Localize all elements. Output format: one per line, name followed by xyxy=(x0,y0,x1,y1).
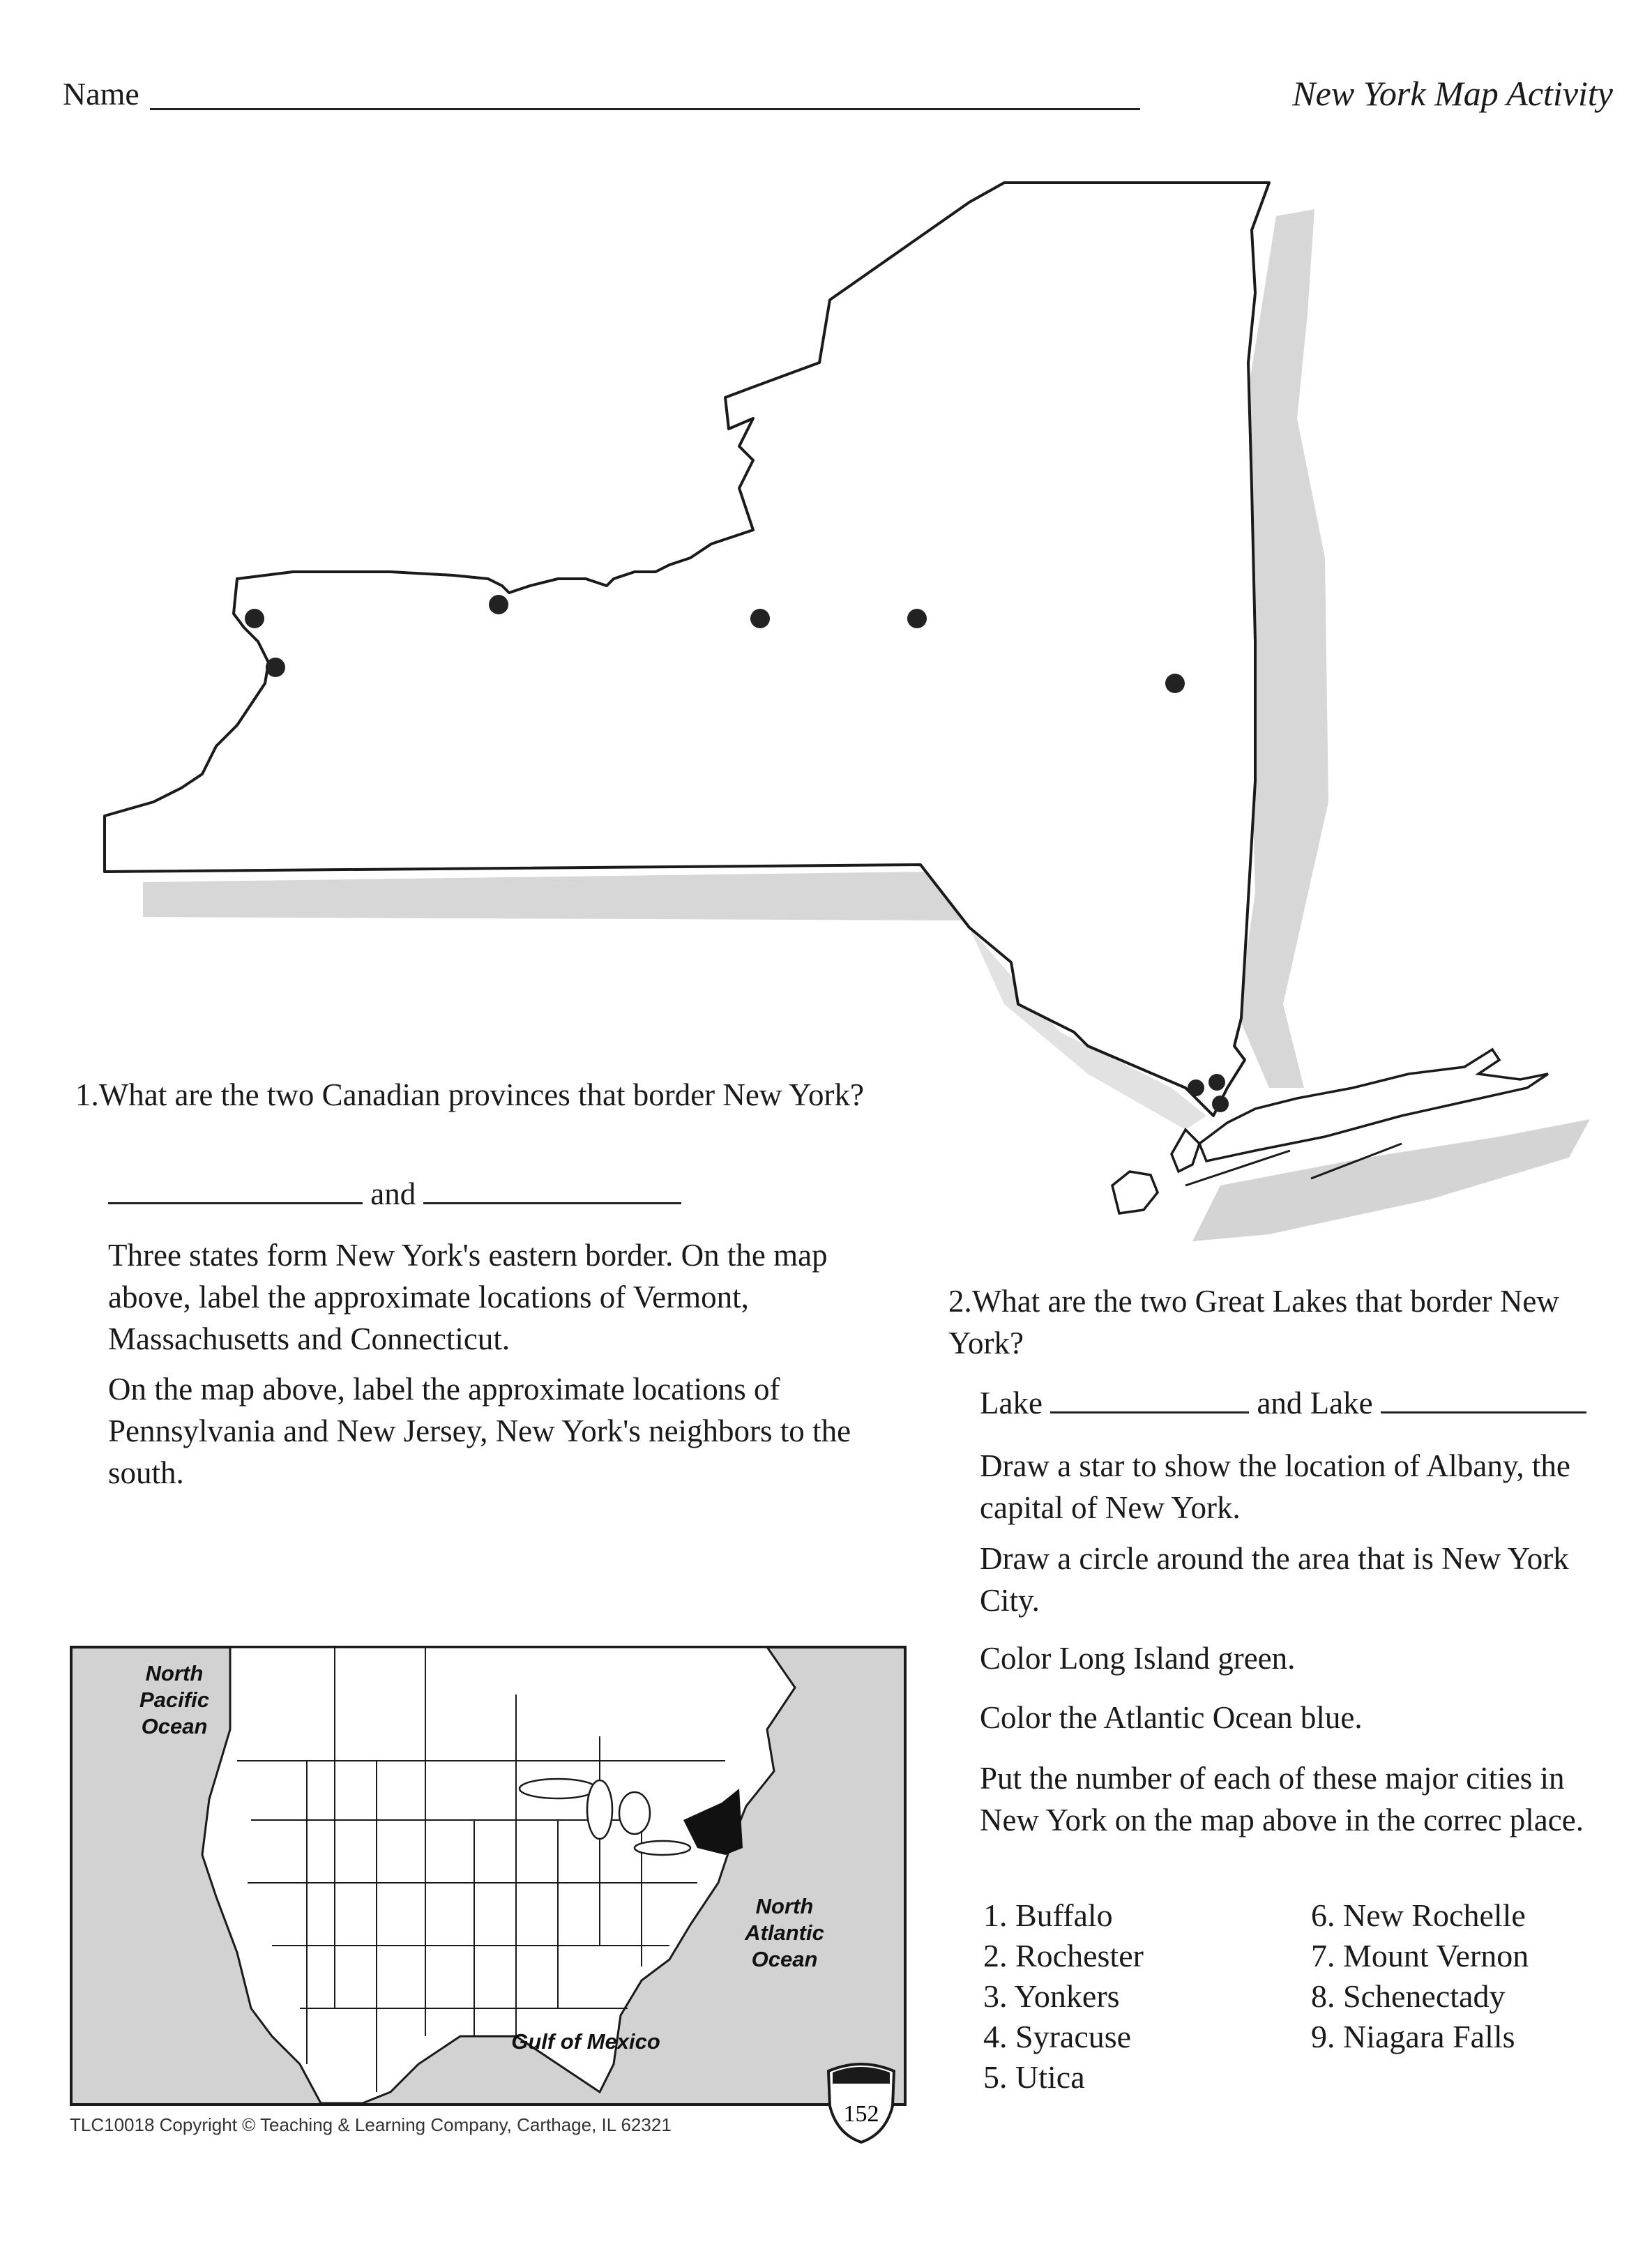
city-dot xyxy=(489,595,508,614)
city-dot xyxy=(1208,1074,1225,1091)
atlantic-label-line: Ocean xyxy=(751,1947,818,1971)
list-item: 8. Schenectady xyxy=(1311,1978,1506,2014)
pacific-label-line: North xyxy=(145,1661,204,1685)
lake-2-blank[interactable] xyxy=(1381,1381,1586,1413)
page-number-shield xyxy=(823,2057,900,2148)
q1-answer-row xyxy=(108,1172,722,1215)
list-item: 1. Buffalo xyxy=(983,1897,1113,1933)
atlantic-label-line: North xyxy=(755,1894,814,1918)
name-label: Name xyxy=(63,76,139,112)
pacific-label xyxy=(139,1661,209,1738)
nyc-instruction: Draw a circle around the area that is New York City. xyxy=(980,1541,1569,1618)
north-america-map xyxy=(70,1646,907,2106)
city-dot xyxy=(907,609,927,628)
and-lake-label: and Lake xyxy=(1257,1386,1373,1420)
list-item: 5. Utica xyxy=(983,2059,1085,2095)
atlantic-label-line: Atlantic xyxy=(745,1920,824,1945)
atlantic-label xyxy=(744,1894,824,1971)
atlantic-instruction: Color the Atlantic Ocean blue. xyxy=(980,1700,1363,1735)
lake-label: Lake xyxy=(980,1386,1043,1420)
staten-island-outline xyxy=(1112,1172,1158,1213)
albany-instruction: Draw a star to show the location of Albany, the capital of New York. xyxy=(980,1448,1570,1525)
city-list-left xyxy=(983,1895,1276,2098)
q2-question: 2.What are the two Great Lakes that border New York? xyxy=(948,1284,1559,1361)
page-number: 152 xyxy=(843,2101,879,2127)
city-dot xyxy=(245,609,264,628)
nyc-outline xyxy=(1172,1130,1199,1172)
page-title: New York Map Activity xyxy=(1292,74,1613,113)
list-item: 9. Niagara Falls xyxy=(1311,2019,1515,2054)
and-label: and xyxy=(370,1176,416,1211)
pacific-label-line: Pacific xyxy=(139,1688,209,1712)
city-dot xyxy=(1188,1079,1204,1096)
pacific-label-line: Ocean xyxy=(141,1714,208,1738)
city-list-right xyxy=(1311,1895,1618,2057)
city-dot xyxy=(1165,674,1185,693)
city-dot xyxy=(266,658,285,677)
province-2-blank[interactable] xyxy=(423,1172,681,1204)
list-item: 4. Syracuse xyxy=(983,2019,1132,2054)
eastern-border-instruction: Three states form New York's eastern border. On the map above, label the approximate locations of Vermont, Massachusetts and Connecticut. xyxy=(108,1238,828,1356)
new-york-outline xyxy=(105,183,1269,1116)
copyright-notice: TLC10018 Copyright © Teaching & Learning Company, Carthage, IL 62321 xyxy=(70,2114,672,2135)
long-island-instruction: Color Long Island green. xyxy=(980,1641,1296,1676)
map-shadow-south xyxy=(143,872,969,920)
list-item: 6. New Rochelle xyxy=(1311,1897,1526,1933)
q1-question: 1.What are the two Canadian provinces that border New York? xyxy=(75,1077,864,1112)
city-dot xyxy=(750,609,770,628)
southern-neighbors-instruction: On the map above, label the approximate locations of Pennsylvania and New Jersey, New York's neighbors to the south. xyxy=(108,1372,851,1490)
gulf-label: Gulf of Mexico xyxy=(511,2029,660,2054)
list-item: 7. Mount Vernon xyxy=(1311,1938,1529,1973)
q2-answer-row xyxy=(980,1381,1649,1424)
province-1-blank[interactable] xyxy=(108,1172,363,1204)
list-item: 3. Yonkers xyxy=(983,1978,1120,2014)
list-item: 2. Rochester xyxy=(983,1938,1144,1973)
city-dot xyxy=(1212,1096,1229,1112)
lake-1-blank[interactable] xyxy=(1050,1381,1249,1413)
cities-instruction: Put the number of each of these major cities in New York on the map above in the correc place. xyxy=(980,1761,1584,1837)
